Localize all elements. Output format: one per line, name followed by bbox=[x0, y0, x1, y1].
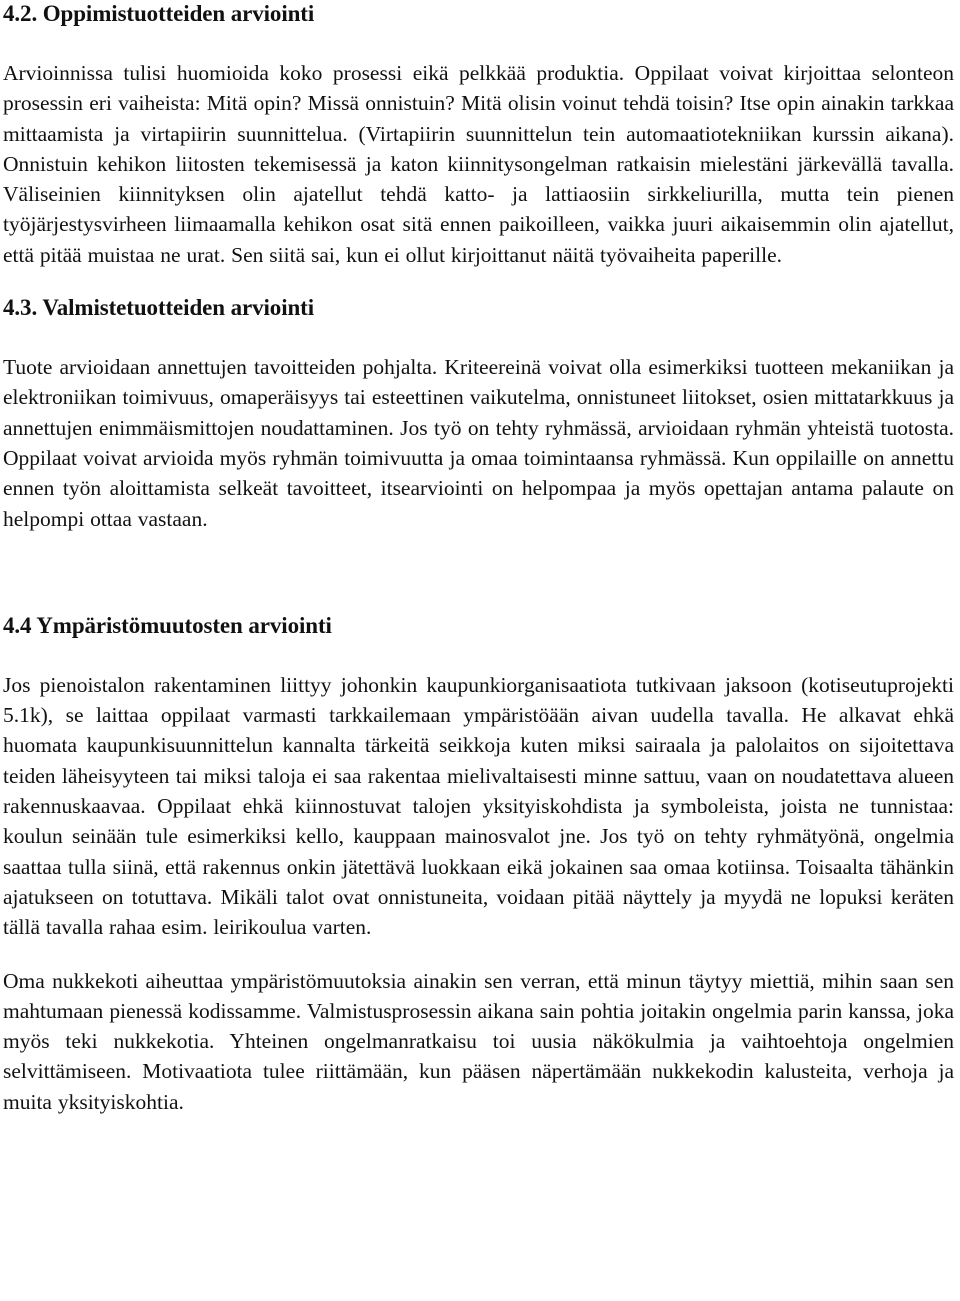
section-heading: 4.4 Ympäristömuutosten arviointi bbox=[3, 612, 332, 638]
paragraph: Tuote arvioidaan annettujen tavoitteiden pohjalta. Kriteereinä voivat olla esimerkiksi tuotteen mekaniikan ja elektroniikan toimivuus, omaperäisyys tai esteettinen vaikutelma, onnistuneet liitokset, osien mittatarkkuus ja annettujen enimmäismittojen noudattaminen. Jos työ on tehty ryhmässä, arvioidaan ryhmän yhteistä tuotosta. Oppilaat voivat arvioida myös ryhmän toimivuutta ja omaa toimintaansa ryhmässä. Kun oppilaille on annettu ennen työn aloittamista selkeät tavoitteet, itsearviointi on helpompaa ja myös opettajan antama palaute on helpompi ottaa vastaan. bbox=[3, 355, 954, 531]
section-heading: 4.3. Valmistetuotteiden arviointi bbox=[3, 295, 315, 321]
section-heading: 4.2. Oppimistuotteiden arviointi bbox=[3, 1, 315, 26]
paragraph: Oma nukkekoti aiheuttaa ympäristömuutoksia ainakin sen verran, että minun täytyy miettiä, mihin saan sen mahtumaan pienessä kodissamme. Valmistusprosessin aikana sain pohtia joitakin ongelmia parin kanssa, joka myös teki nukkekotia. Yhteinen ongelmanratkaisu toi uusia näkökulmia ja vaihtoehtoja ongelmien selvittämiseen. Motivaatiota tulee riittämään, kun pääsen näpertämään nukkekodin kalusteita, verhoja ja muita yksityiskohtia. bbox=[3, 968, 954, 1114]
section-4-4 bbox=[3, 612, 954, 1117]
paragraph: Arvioinnissa tulisi huomioida koko prosessi eikä pelkkää produktia. Oppilaat voivat kirjoittaa selonteon prosessin eri vaiheista: Mitä opin? Missä onnistuin? Mitä olisin voinut tehdä toisin? Itse opin ainakin tarkkaa mittaamista ja virtapiirin suunnittelua. (Virtapiirin suunnittelun tein automaatiotekniikan kurssin aikana). Onnistuin kehikon liitosten tekemisessä ja katon kiinnitysongelman ratkaisin mielestäni järkevällä tavalla. Väliseinien kiinnityksen olin ajatellut tehdä katto- ja lattiaosiin sirkkeliurilla, mutta tein pienen työjärjestysvirheen liimaamalla kehikon osat sitä ennen paikoilleen, vaikka juuri aikaisemmin olin ajatellut, että pitää muistaa ne urat. Sen siitä sai, kun ei ollut kirjoittanut näitä työvaiheita paperille. bbox=[3, 61, 954, 267]
section-4-2 bbox=[3, 0, 954, 270]
section-4-3 bbox=[3, 294, 954, 534]
paragraph: Jos pienoistalon rakentaminen liittyy johonkin kaupunkiorganisaatiota tutkivaan jaksoon (kotiseutuprojekti 5.1k), se laittaa oppilaat varmasti tarkkailemaan ympäristöään aivan uudella tavalla. He alkavat ehkä huomata kaupunkisuunnittelun kannalta tärkeitä seikkoja kuten miksi sairaala ja palolaitos on sijoitettava teiden läheisyyteen tai miksi taloja ei saa rakentaa mielivaltaisesti minne sattuu, vaan on noudatettava alueen rakennuskaavaa. Oppilaat ehkä kiinnostuvat talojen yksityiskohdista ja symboleista, joista ne tunnistaa: koulun seinään tule esimerkiksi kello, kauppaan mainosvalot jne. Jos työ on tehty ryhmätyönä, ongelmia saattaa tulla siinä, että rakennus onkin jätettävä luokkaan eikä jokainen saa omaa kotiinsa. Toisaalta tähänkin ajatukseen on totuttava. Mikäli talot ovat onnistuneita, voidaan pitää näyttely ja myydä ne lopuksi keräten tällä tavalla rahaa esim. leirikoulua varten. bbox=[3, 672, 954, 940]
